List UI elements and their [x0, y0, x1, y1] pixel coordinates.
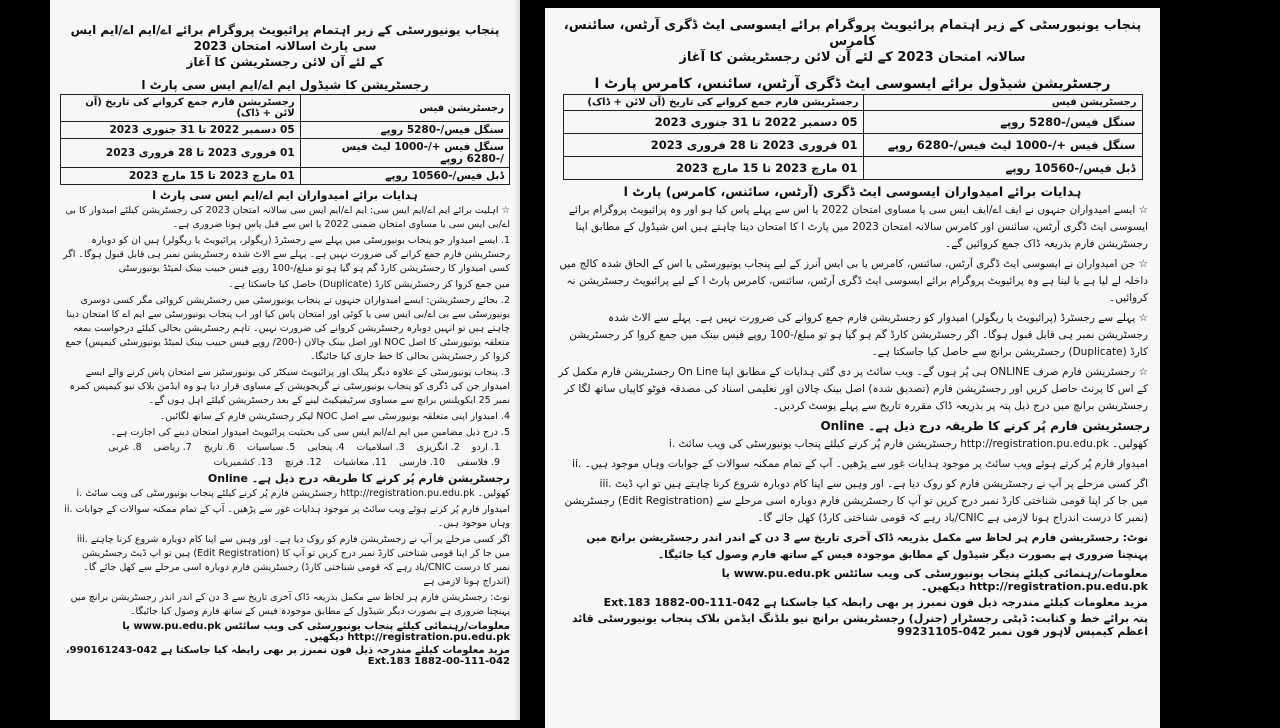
table-cell-fee: سنگل فیس +/-1000 لیٹ فیس/-6280 روپے [864, 134, 1142, 157]
right-instructions-title: ہدایات برائے امیدواران ایسوسی ایٹ ڈگری (آرٹس، سائنس، کامرس) پارٹ ا [623, 184, 1082, 199]
table-row [61, 139, 510, 168]
table-cell-date: 01 فروری 2023 تا 28 فروری 2023 [61, 139, 301, 168]
left-paragraph: 1. ایسے امیدوار جو پنجاب یونیورسٹی میں پہلے سے رجسٹرڈ (ریگولر، پرائیویٹ یا ریگولر) ہیں ان کو دوبارہ رجسٹریشن فارم جمع کرانے کی ضرورت نہیں ہے۔ پہلے سے الاٹ شدہ رجسٹریشن نمبر ہی قابل قبول ہوگا۔ اگر کسی امیدوار کا رجسٹریشن کارڈ گم ہو گیا ہو تو مبلغ/-100 روپے فیس حبیب بینک لمیٹڈ یونیورسٹی [62, 235, 510, 274]
table-cell-fee: ڈبل فیس/-10560 روپے [864, 157, 1142, 180]
right-online-step: ii. امیدوار فارم پُر کرتے ہوئے ویب سائٹ پر موجود ہدایات غور سے پڑھیں۔ آپ کے تمام ممکنہ سوالات کے جوابات وہاں موجود ہیں۔ [572, 458, 1148, 470]
right-paragraph: ☆ جن امیدواران نے ایسوسی ایٹ ڈگری آرٹس، سائنس، کامرس یا بی ایس آنرز کے لیے پنجاب یونیورسٹی یا اس کے الحاق شدہ کالج میں داخلہ لے لیا ہے یا لینا ہے وہ پرائیویٹ پروگرام برائے ایسوسی ایٹ ڈگری آرٹس، سائنس، کامرس پارٹ ا کے لیے پرائیویٹ رجسٹریشن نہ کروائیں۔ [559, 258, 1148, 304]
right-header-line1: پنجاب یونیورسٹی کے زیر اہتمام پرائیویٹ پروگرام برائے ایسوسی ایٹ ڈگری آرٹس، سائنس، کامرس [563, 18, 1142, 49]
right-notice-document [545, 8, 1160, 728]
table-row [563, 134, 1142, 157]
left-header-line1: پنجاب یونیورسٹی کے زیر اہتمام پرائیویٹ پروگرام برائے اے/ایم اے/ایم ایس سی پارٹ اسالانہ امتحان 2023 [70, 23, 500, 53]
subject-item: 5. سیاسیات [246, 442, 296, 453]
left-schedule-table [60, 94, 510, 185]
table-row [563, 157, 1142, 180]
left-note: نوٹ: رجسٹریشن فارم ہر لحاظ سے مکمل بذریعہ ڈاک آخری تاریخ سے 3 دن کے اندر اندر رجسٹریشن برانچ میں پہنچنا ضروری ہے بصورت دیگر شیڈول کے مطابق موجودہ فیس کے ساتھ فارم وصول کیا جائیگا۔ [70, 592, 510, 617]
left-info-line: معلومات/رہنمائی کیلئے پنجاب یونیورسٹی کی ویب سائٹس www.pu.edu.pk یا http://registration.pu.edu.pk دیکھیں۔ [122, 621, 510, 643]
left-phone-line: مزید معلومات کیلئے مندرجہ ذیل فون نمبرز پر بھی رابطہ کیا جاسکتا ہے 042-990161243، 042-111-00-1882 Ext.183 [65, 645, 510, 667]
table-header-fee: رجسٹریشن فیس [864, 95, 1142, 111]
left-online-step: ii. امیدوار فارم پُر کرتے ہوئے ویب سائٹ پر موجود ہدایات غور سے پڑھیں۔ آپ کے تمام ممکنہ سوالات کے جوابات وہاں موجود ہیں۔ [64, 504, 510, 529]
left-schedule-title: رجسٹریشن کا شیڈول ایم اے/ایم ایس سی پارٹ ا [141, 78, 429, 92]
right-online-step: iii. اگر کسی مرحلے پر آپ نے رجسٹریشن فارم کو روک دیا ہے۔ اور وہیں سے اپنا کام دوبارہ شروع کرنا چاہتے ہیں تو اپ ڈیٹ رجسٹریشن (Edit Registration) میں جا کر اپنا قومی شناختی کارڈ نمبر درج کریں تو آپ کا رجسٹریشن فارم دوبارہ اسی مرحلے سے کھل جائے گا۔ (یاد رہے کہ قومی شناختی کارڈ/CNIC نمبر کا درست اندراج ہونا لازمی ہے) [564, 478, 1148, 524]
right-schedule-title: رجسٹریشن شیڈول برائے ایسوسی ایٹ ڈگری آرٹس، سائنس، کامرس پارٹ ا [594, 76, 1111, 92]
subject-item: 8. عربی [108, 442, 142, 453]
table-header-fee: رجسٹریشن فیس [300, 95, 509, 122]
table-cell-date: 01 فروری 2023 تا 28 فروری 2023 [563, 134, 864, 157]
right-paragraph: ☆ رجسٹریشن فارم صرف ONLINE ہی پُر ہوں گے۔ ویب سائٹ پر دی گئی ہدایات کے مطابق اپنا On Line رجسٹریشن فارم مکمل کر کے اس کا پرنٹ حاصل کریں اور رجسٹریشن فارم (تصدیق شدہ) اصل بینک چالان اور تعلیمی اسناد کی مصدقہ فوٹو کاپیاں ساتھ لگا کر رجسٹریشن برانچ میں درج ذیل پتہ پر بذریعہ ڈاک مقررہ تاریخ سے پہلے پوسٹ کردیں۔ [558, 366, 1148, 412]
subject-item: 4. پنجابی [307, 442, 345, 453]
subject-item: 11. معاشیات [333, 457, 387, 468]
subject-item: 12. فرنچ [284, 457, 322, 468]
table-cell-date: 05 دسمبر 2022 تا 31 جنوری 2023 [61, 122, 301, 139]
left-paragraph: 4. امیدوار اپنی متعلقہ یونیورسٹی سے اصل NOC لیکر رجسٹریشن فارم کے ساتھ لگائیں۔ [159, 411, 510, 422]
left-paragraph: 3. پنجاب یونیورسٹی کے علاوہ دیگر پبلک اور پرائیویٹ سیکٹر کی یونیورسٹیز سے امتحان پاس کرنے والے ایسے امیدوار جن کی ڈگری کو پنجاب یونیورسٹی نے گریجویشن کے مساوی قرار دیا ہو وہ ایڈمن بلاک نیو کیمپس کمرہ نمبر 25 ایکویلنس برانچ سے مساوی سرٹیفیکیٹ لینے کے بعد رجسٹریشن کیلئے اہل ہوں گے۔ [69, 367, 510, 406]
right-header-line2: سالانہ امتحان 2023 کے لئے آن لائن رجسٹریشن کا آغاز [679, 50, 1026, 65]
left-online-step: iii. اگر کسی مرحلے پر آپ نے رجسٹریشن فارم کو روک دیا ہے۔ اور وہیں سے اپنا کام دوبارہ شروع کرنا چاہتے ہیں تو اپ ڈیٹ رجسٹریشن (Edit Registration) میں جا کر اپنا قومی شناختی کارڈ نمبر درج کریں تو آپ کا رجسٹریشن فارم دوبارہ اسی مرحلے سے کھل جائے گا۔ (یاد رہے کہ قومی شناختی کارڈ/CNIC نمبر کا درست اندراج ہونا لازمی ہے) [76, 534, 510, 587]
subject-item: 2. انگریزی [416, 442, 460, 453]
table-cell-fee: ڈبل فیس/-10560 روپے [300, 168, 509, 185]
right-paragraph: ☆ پہلے سے رجسٹرڈ (پرائیویٹ یا ریگولر) امیدوار کو رجسٹریشن فارم جمع کروانے کی ضرورت نہیں ہے۔ پہلے سے الاٹ شدہ رجسٹریشن نمبر ہی قابل قبول ہوگا۔ اگر رجسٹریشن کارڈ گم ہو گیا ہو تو مبلغ/-100 روپے فیس بینک میں جمع کروا کر رجسٹریشن کارڈ (Duplicate) رجسٹریشن برانچ سے حاصل کیا جاسکتا ہے۔ [569, 312, 1148, 358]
left-paragraph: ☆ اہلیت برائے ایم اے/ایم ایس سی: ایم اے/ایم ایس سی سالانہ امتحان 2023 کی رجسٹریشن کیلئے امیدوار کا بی اے/بی ایس سی یا مساوی امتحان ضمنی 2022 یا اس سے قبل پاس ہونا ضروری ہے۔ [65, 205, 510, 230]
subject-item: 13. کشمیریات [213, 457, 273, 468]
table-row [563, 111, 1142, 134]
subject-item: 6. تاریخ [203, 442, 235, 453]
table-cell-fee: سنگل فیس/-5280 روپے [864, 111, 1142, 134]
right-phone-line: مزید معلومات کیلئے مندرجہ ذیل فون نمبرز پر بھی رابطہ کیا جاسکتا ہے 042-111-00-1882 Ext.183 [603, 596, 1148, 609]
left-online-title: Online رجسٹریشن فارم پُر کرنے کا طریقہ درج ذیل ہے۔ [207, 472, 510, 485]
subject-item: 10. فارسی [398, 457, 446, 468]
left-online-step: i. رجسٹریشن فارم پُر کرنے کیلئے پنجاب یونیورسٹی کی ویب سائٹ http://registration.pu.edu.pk کھولیں۔ [76, 488, 510, 499]
right-info-line: معلومات/رہنمائی کیلئے پنجاب یونیورسٹی کی ویب سائٹس www.pu.edu.pk یا http://registration.pu.edu.pk دیکھیں۔ [721, 567, 1148, 593]
right-schedule-table [563, 94, 1143, 180]
table-row [61, 168, 510, 185]
table-cell-fee: سنگل فیس/-5280 روپے [300, 122, 509, 139]
table-cell-date: 01 مارچ 2023 تا 15 مارچ 2023 [61, 168, 301, 185]
left-paragraph: 2. بجائے رجسٹریشن: ایسے امیدواران جنہوں نے پنجاب یونیورسٹی میں رجسٹریشن کروائی مگر کسی دوسری یونیورسٹی سے بی اے/بی ایس سی یا کوئی اور امتحان پاس کیا اور اب پنجاب یونیورسٹی سے ایم اے کا امتحان دینا چاہتے ہیں تو انہیں دوبارہ رجسٹریشن کروانے کی ضرورت نہیں۔ تاہم رجسٹریشن بحالی کیلئے درخواست بمعہ متعلقہ یونیورسٹی کا اصل NOC اور اصل بینک چالان (-200/ روپے فیس حبیب بینک لمیٹڈ یونیورسٹی کیمپس) جمع کروا کر رجسٹریشن بحالی کا خط جاری کیا جائیگا۔ [65, 295, 510, 362]
left-instructions-title: ہدایات برائے امیدواران ایم اے/ایم ایس سی پارٹ ا [152, 189, 418, 202]
subject-item: 9. فلاسفی [457, 457, 500, 468]
table-cell-date: 05 دسمبر 2022 تا 31 جنوری 2023 [563, 111, 864, 134]
table-header-date: رجسٹریشن فارم جمع کروانے کی تاریخ (آن لائن + ڈاک) [563, 95, 864, 111]
right-online-step: i. رجسٹریشن فارم پُر کرنے کیلئے پنجاب یونیورسٹی کی ویب سائٹ http://registration.pu.edu.pk کھولیں۔ [668, 438, 1148, 450]
table-header-row [61, 95, 510, 122]
left-notice-document [50, 0, 520, 720]
table-cell-fee: سنگل فیس +/-1000 لیٹ فیس /-6280 روپے [300, 139, 509, 168]
table-header-date: رجسٹریشن فارم جمع کروانے کی تاریخ (آن لائن + ڈاک) [61, 95, 301, 122]
right-note: نوٹ: رجسٹریشن فارم ہر لحاظ سے مکمل بذریعہ ڈاک آخری تاریخ سے 3 دن کے اندر اندر رجسٹریشن برانچ میں پہنچنا ضروری ہے بصورت دیگر شیڈول کے مطابق موجودہ فیس کے ساتھ فارم وصول کیا جائیگا۔ [586, 532, 1148, 561]
left-paragraph: میں جمع کروا کر رجسٹریشن کارڈ (Duplicate) حاصل کیا جاسکتا ہے۔ [228, 279, 510, 290]
table-row [61, 122, 510, 139]
subject-item: 7. ریاضی [153, 442, 192, 453]
right-paragraph: ☆ ایسے امیدواران جنہوں نے ایف اے/ایف ایس سی یا مساوی امتحان 2022 یا اس سے پہلے پاس کیا ہو اور وہ پرائیویٹ پروگرام برائے ایسوسی ایٹ ڈگری آرٹس، سائنس اور کامرس سالانہ امتحان 2023 میں پارٹ ا کا امتحان دینا چاہتے ہیں اس شیڈول کے مطابق اپنا رجسٹریشن فارم بذریعہ ڈاک جمع کروائیں گے۔ [568, 204, 1148, 250]
subject-item: 3. اسلامیات [356, 442, 405, 453]
table-header-row [563, 95, 1142, 111]
scan-edge-shadow [514, 0, 520, 720]
subject-item: 1. اردو [471, 442, 500, 453]
right-address-line: پتہ برائے خط و کتابت: ڈپٹی رجسٹرار (جنرل) رجسٹریشن برانچ نیو بلڈنگ ایڈمن بلاک پنجاب یونیورسٹی قائد اعظم کیمپس لاہور فون نمبر 042-99231105 [571, 612, 1148, 638]
right-online-title: Online رجسٹریشن فارم پُر کرنے کا طریقہ درج ذیل ہے۔ [820, 419, 1150, 433]
table-cell-date: 01 مارچ 2023 تا 15 مارچ 2023 [563, 157, 864, 180]
left-paragraph: 5. درج ذیل مضامین میں ایم اے/ایم ایس سی کی بحیثیت پرائیویٹ امیدوار امتحان دینے کی اجازت ہے۔ [110, 427, 510, 438]
subject-list [70, 442, 500, 468]
left-header-line2: کے لئے آن لائن رجسٹریشن کا آغاز [186, 55, 384, 69]
